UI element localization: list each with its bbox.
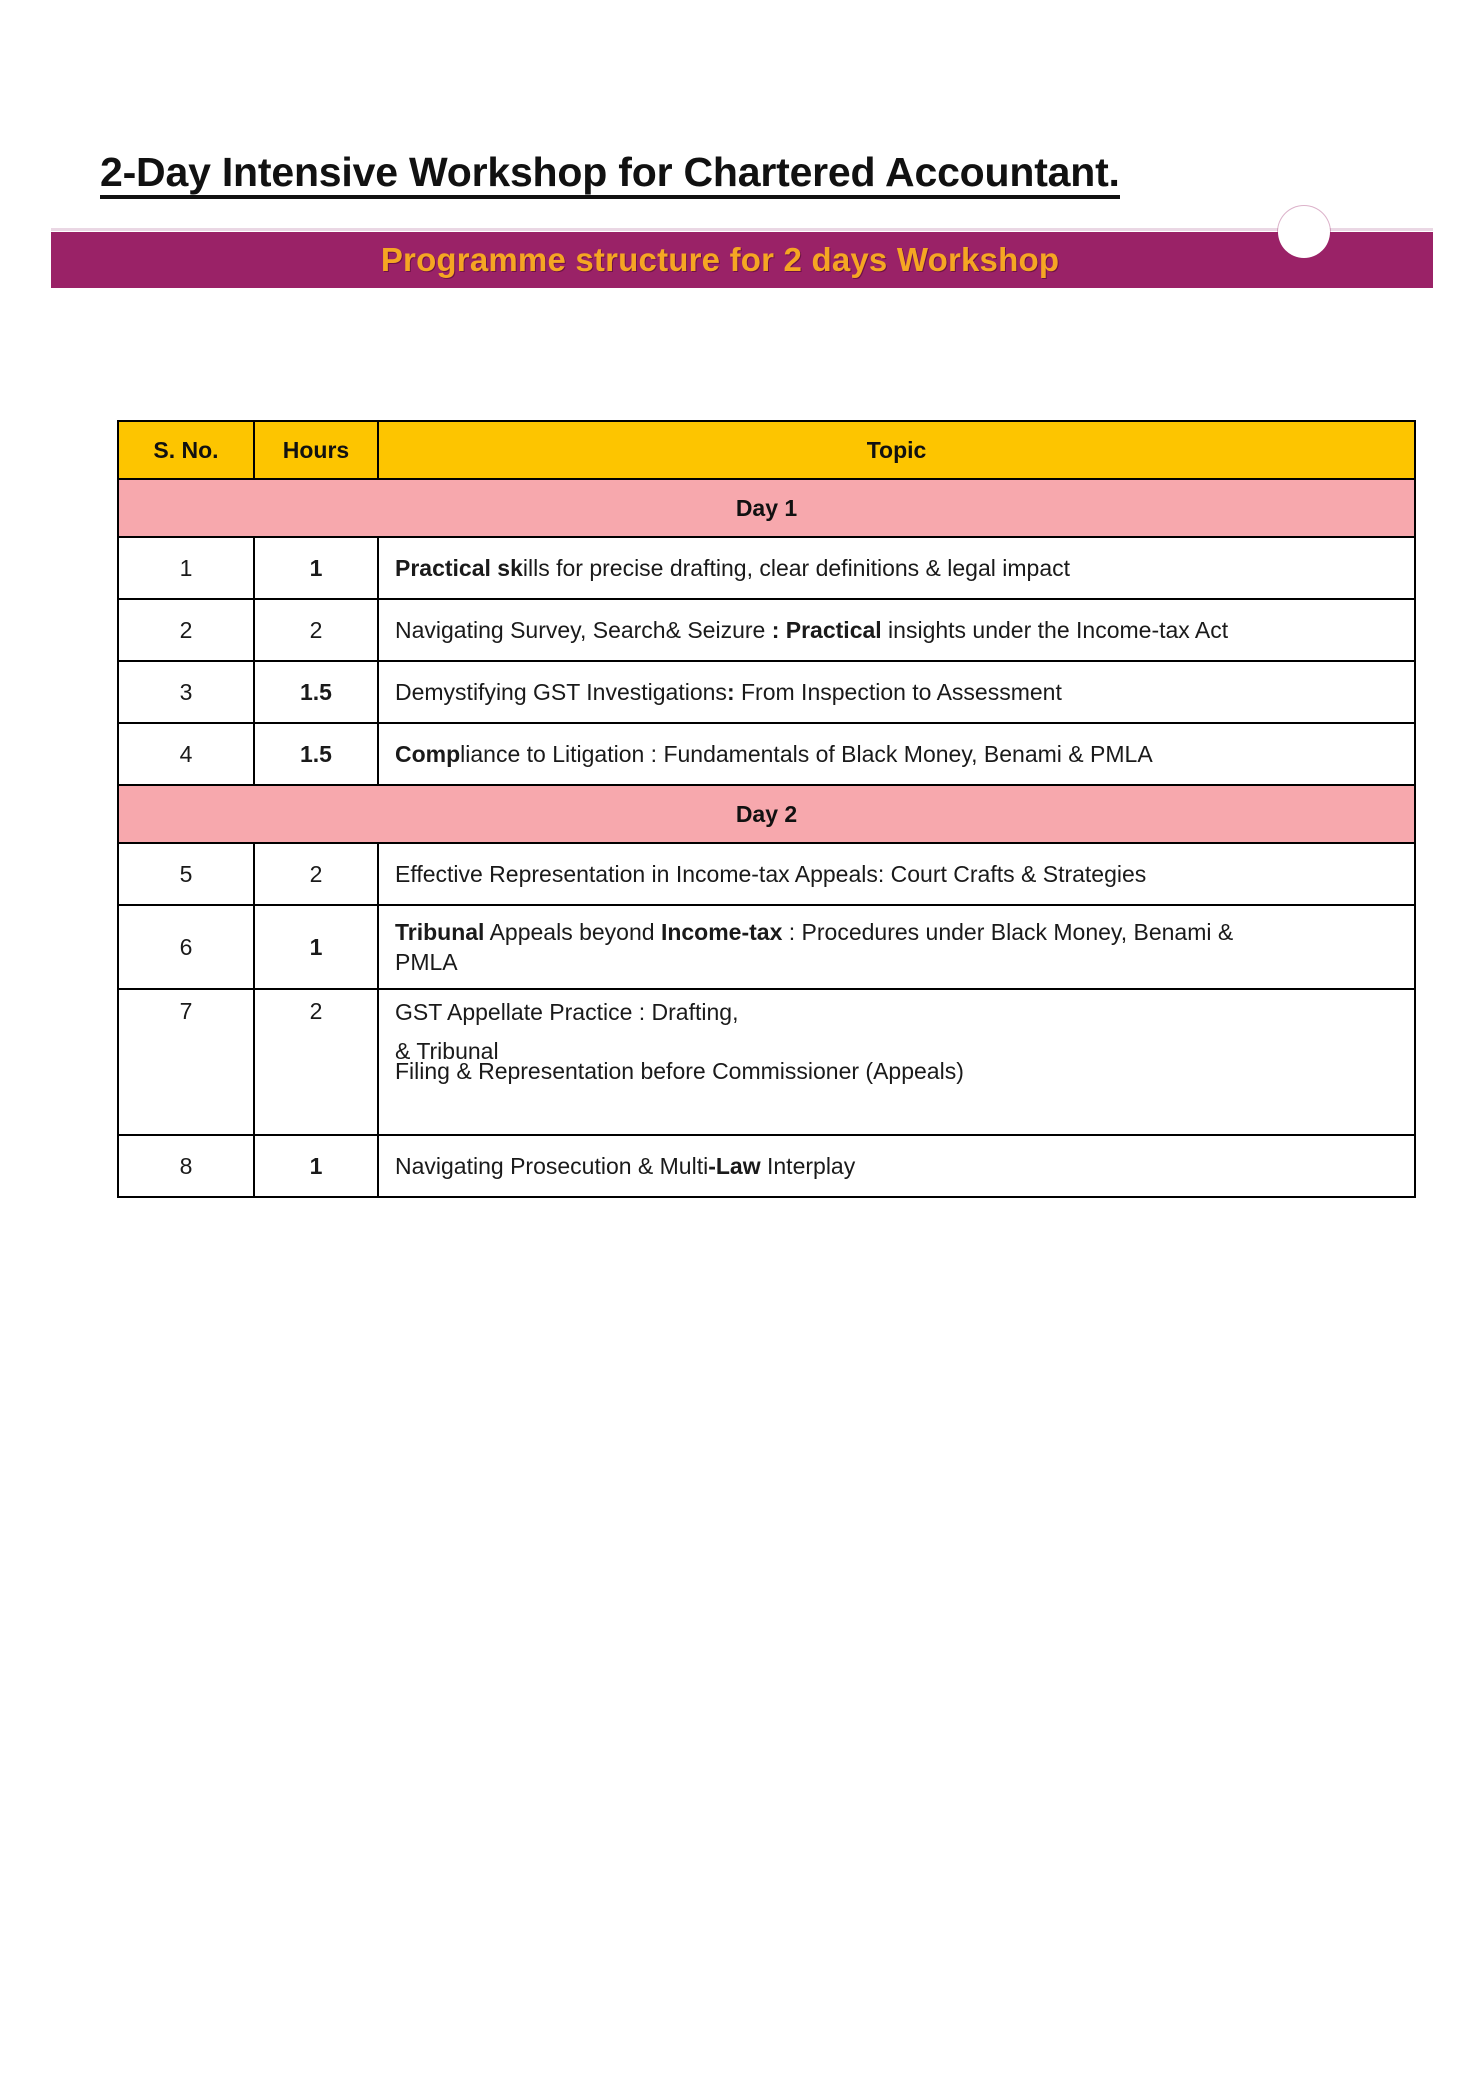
- row-hours: 1.5: [254, 723, 378, 785]
- column-header-topic: Topic: [378, 421, 1415, 479]
- row-sno: 8: [118, 1135, 254, 1197]
- column-header-hours: Hours: [254, 421, 378, 479]
- row-topic: [378, 989, 1415, 1135]
- table-row: [118, 723, 1415, 785]
- row-topic-emphasis: Practical sk: [395, 554, 523, 581]
- row-sno: 7: [118, 989, 254, 1135]
- row-sno: 3: [118, 661, 254, 723]
- row-topic-emphasis: : Practical: [771, 616, 882, 643]
- row-hours: 1.5: [254, 661, 378, 723]
- day1-label: Day 1: [118, 479, 1415, 537]
- row-topic: [378, 661, 1415, 723]
- row-topic: [378, 905, 1415, 989]
- row-topic-text: ills for precise drafting, clear definitions & legal impact: [522, 554, 1071, 581]
- row-topic: [378, 599, 1415, 661]
- row-sno: 2: [118, 599, 254, 661]
- banner-title: Programme structure for 2 days Workshop: [380, 241, 1060, 278]
- column-header-sno: S. No.: [118, 421, 254, 479]
- row-topic-text: Effective Representation in Income-tax Appeals: Court Crafts & Strategies: [395, 860, 1147, 887]
- row-sno: 6: [118, 905, 254, 989]
- row-topic-text: insights under the Income-tax Act: [881, 616, 1229, 643]
- row-hours: 1: [254, 1135, 378, 1197]
- row-topic-text: From Inspection to Assessment: [734, 678, 1062, 705]
- row-hours: 2: [254, 989, 378, 1135]
- row-hours: 2: [254, 843, 378, 905]
- row-topic-emphasis: :: [726, 678, 735, 705]
- row-topic-text: Interplay: [767, 1152, 856, 1179]
- row-sno: 5: [118, 843, 254, 905]
- row-topic-prefix: Navigating Survey, Search& Seizure: [395, 616, 772, 643]
- programme-schedule-table: [117, 420, 1416, 1198]
- table-row: [118, 843, 1415, 905]
- table-row: [118, 661, 1415, 723]
- row-sno: 4: [118, 723, 254, 785]
- row-topic-text: liance to Litigation : Fundamentals of Black Money, Benami & PMLA: [460, 740, 1153, 767]
- table-row: [118, 599, 1415, 661]
- row-topic-line-2: PMLA: [395, 949, 458, 975]
- table-body: [118, 479, 1415, 1197]
- row-topic-emphasis: Comp: [395, 740, 461, 767]
- table-header: [118, 421, 1415, 479]
- banner-top-rule: [51, 228, 1433, 231]
- row-topic: [378, 723, 1415, 785]
- programme-banner: [51, 232, 1433, 288]
- row-topic-emphasis-2: Income-tax: [660, 918, 783, 945]
- day-section-header-day2: [118, 785, 1415, 843]
- row-topic: [378, 1135, 1415, 1197]
- row-hours: 1: [254, 905, 378, 989]
- row-topic-emphasis: -Law: [708, 1152, 767, 1179]
- row-topic-emphasis: Tribunal: [395, 918, 485, 945]
- table-row: [118, 537, 1415, 599]
- row-hours: 1: [254, 537, 378, 599]
- row-topic-line-b: & Tribunal: [395, 1038, 499, 1065]
- table-header-row: [118, 421, 1415, 479]
- table-row: [118, 1135, 1415, 1197]
- day2-label: Day 2: [118, 785, 1415, 843]
- row-topic-line-a: GST Appellate Practice : Drafting,: [395, 999, 739, 1025]
- row-hours: 2: [254, 599, 378, 661]
- row-topic-prefix: Navigating Prosecution & Multi: [395, 1152, 709, 1179]
- row-topic: [378, 843, 1415, 905]
- row-topic-line-c: Filing & Representation before Commissioner (Appeals): [395, 1058, 964, 1085]
- day-section-header-day1: [118, 479, 1415, 537]
- row-topic-middle: Appeals beyond: [484, 918, 661, 945]
- page-title: 2-Day Intensive Workshop for Chartered Accountant.: [100, 152, 1120, 199]
- table-row: [118, 905, 1415, 989]
- table-row: [118, 989, 1415, 1135]
- row-topic: [378, 537, 1415, 599]
- banner-notch-decoration: [1278, 206, 1330, 258]
- row-topic-prefix: Demystifying GST Investigations: [395, 678, 727, 705]
- row-topic-text: : Procedures under Black Money, Benami &: [782, 918, 1234, 945]
- row-sno: 1: [118, 537, 254, 599]
